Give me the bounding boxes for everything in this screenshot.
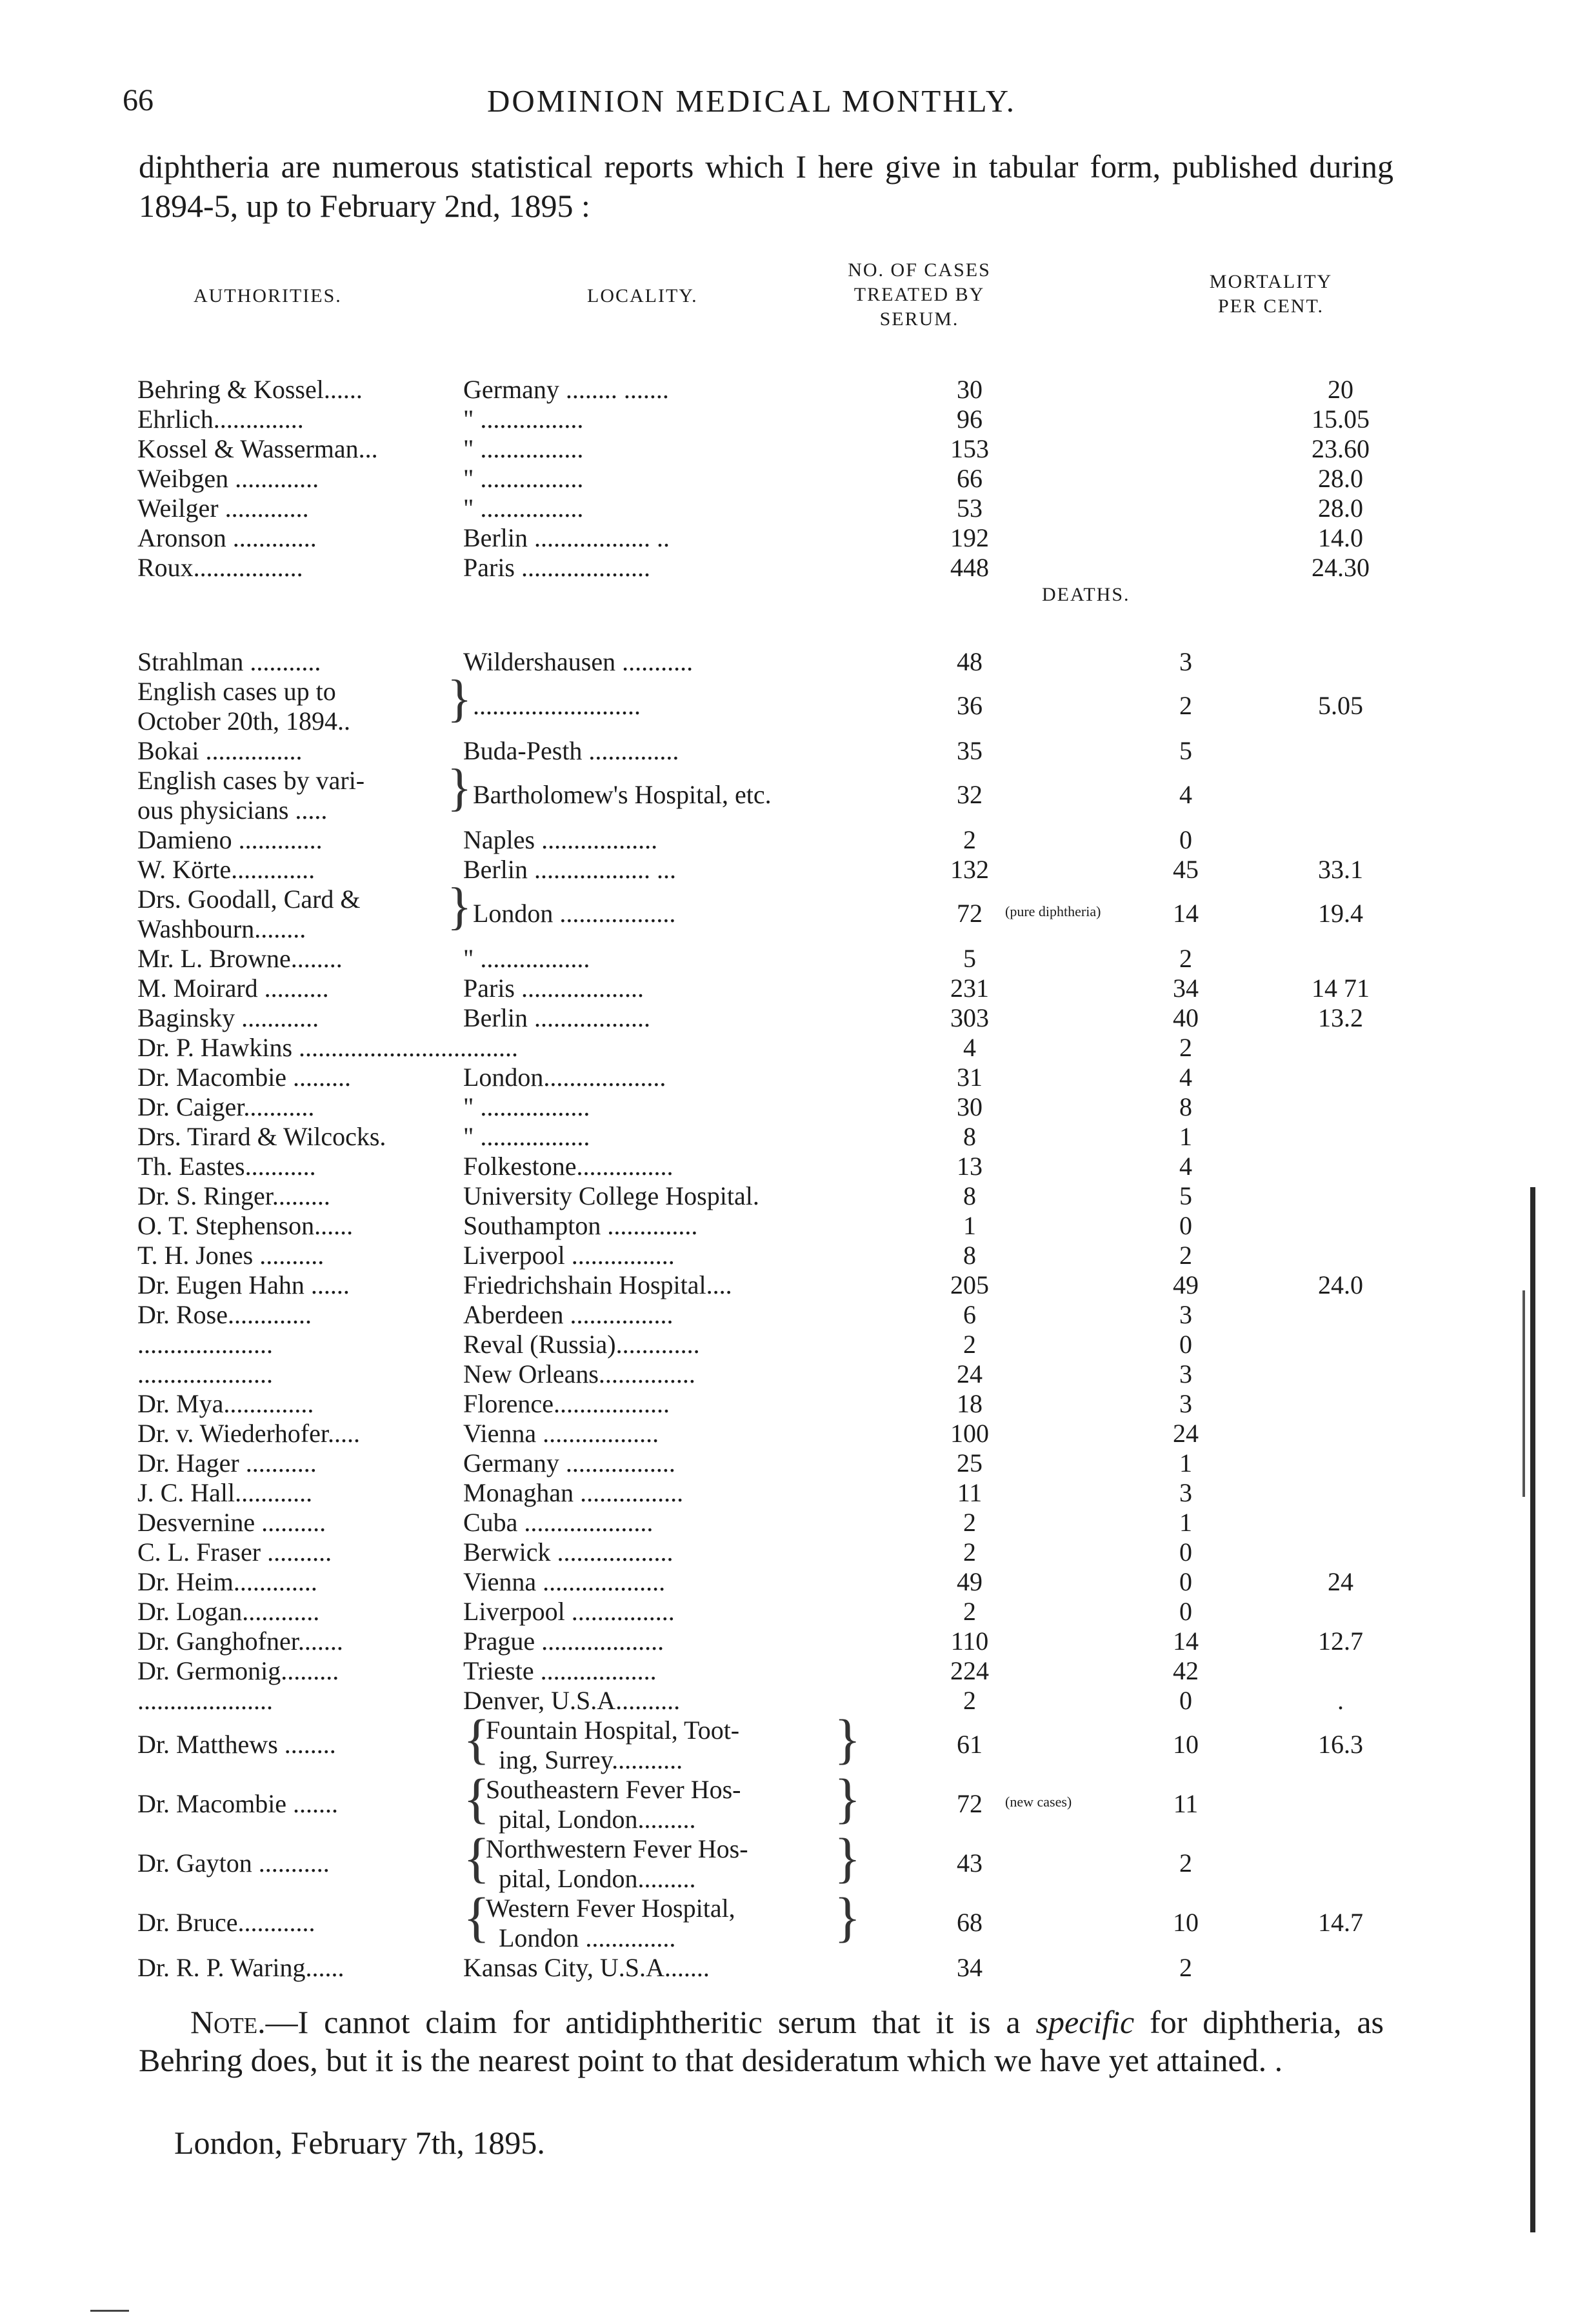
authority-cell: Desvernine .......... [137,1508,326,1537]
deaths-cell: 3 [1179,647,1192,676]
authority-cell-line2: ous physicians ..... [137,796,328,825]
note-text-a: I cannot claim for antidiphtheritic serum that it is a [297,2004,1036,2040]
locality-cell: Wildershausen ........... [463,647,694,676]
mortality-cell: 12.7 [1318,1627,1363,1656]
cases-cell: 61 [957,1730,983,1759]
deaths-cell: 4 [1179,1063,1192,1092]
cases-cell: 66 [957,464,983,493]
intro-paragraph [139,147,1393,226]
note-paragraph [139,2003,1384,2079]
brace-symbol: { [463,1827,490,1888]
cases-cell: 231 [950,974,989,1003]
locality-cell-line2: London .............. [499,1923,676,1952]
deaths-cell: 10 [1173,1730,1199,1759]
locality-cell: Germany ................. [463,1448,675,1478]
deaths-cell: 4 [1179,1152,1192,1181]
authority-cell: Aronson ............. [137,523,317,552]
deaths-cell: 40 [1173,1003,1199,1032]
deaths-cell: 0 [1179,1211,1192,1240]
locality-cell: Folkestone............... [463,1152,674,1181]
authority-cell: Dr. Rose............. [137,1300,312,1329]
cases-cell: 68 [957,1908,983,1937]
brace-symbol: } [447,878,472,935]
cases-cell: 224 [950,1656,989,1685]
intro-text: diphtheria are numerous statistical reports which I here give in tabular form, published during 1894-5, up to February 2nd, 1895 : [139,148,1393,224]
mortality-cell: 23.60 [1312,434,1370,463]
locality-cell: Berlin .................. .. [463,523,670,552]
authority-cell: Dr. Eugen Hahn ...... [137,1270,350,1299]
deaths-cell: 3 [1179,1359,1192,1388]
cases-cell: 6 [963,1300,976,1329]
deaths-cell: 1 [1179,1508,1192,1537]
authority-cell: Dr. Hager ........... [137,1448,317,1478]
locality-cell: New Orleans............... [463,1359,695,1388]
authority-cell: English cases by vari- [137,766,365,795]
mortality-cell: 16.3 [1318,1730,1363,1759]
locality-cell: Reval (Russia)............. [463,1330,700,1359]
locality-cell: " ................ [463,434,584,463]
cases-cell: 448 [950,553,989,582]
authority-cell: Baginsky ............ [137,1003,319,1032]
locality-cell: Florence.................. [463,1389,670,1418]
deaths-cell: 0 [1179,1538,1192,1567]
mortality-cell: 24.0 [1318,1270,1363,1299]
cases-cell: 132 [950,855,989,884]
cases-cell: 96 [957,405,983,434]
authority-cell-line2: October 20th, 1894.. [137,706,350,736]
authority-cell: O. T. Stephenson...... [137,1211,354,1240]
note-specific: specific [1035,2004,1135,2040]
authority-cell: Strahlman ........... [137,647,321,676]
deaths-cell: 49 [1173,1270,1199,1299]
authority-cell: Dr. Caiger........... [137,1092,315,1121]
mortality-cell: 33.1 [1318,855,1363,884]
locality-cell: London................... [463,1063,666,1092]
locality-cell: Buda-Pesth .............. [463,736,679,765]
cases-cell: 100 [950,1419,989,1448]
locality-cell: Southeastern Fever Hos- [486,1775,741,1804]
cases-cell: 30 [957,375,983,404]
mortality-cell: 28.0 [1318,464,1363,493]
cases-cell: 53 [957,494,983,523]
authority-cell: C. L. Fraser .......... [137,1538,332,1567]
cases-cell: 2 [963,1686,976,1715]
authority-cell: Dr. Ganghofner....... [137,1627,343,1656]
deaths-cell: 0 [1179,1330,1192,1359]
locality-cell: London .................. [473,899,676,928]
locality-cell: Trieste .................. [463,1656,657,1685]
deaths-cell: 2 [1179,1241,1192,1270]
locality-cell: Southampton .............. [463,1211,698,1240]
locality-cell-line2: pital, London......... [499,1805,696,1834]
cases-cell: 36 [957,691,983,720]
authority-cell: Dr. Heim............. [137,1567,317,1596]
deaths-cell: 34 [1173,974,1199,1003]
cases-cell: 2 [963,825,976,854]
locality-cell: " ................ [463,405,584,434]
locality-cell-line2: ing, Surrey........... [499,1745,683,1774]
col-header-authorities: AUTHORITIES. [194,285,342,306]
mortality-cell: 5.05 [1318,691,1363,720]
authority-cell: Drs. Tirard & Wilcocks. [137,1122,386,1151]
case-note: (new cases) [1005,1794,1072,1810]
locality-cell: " ................ [463,464,584,493]
cases-cell: 153 [950,434,989,463]
locality-cell: " ................. [463,944,590,973]
note-label: Note. [190,2004,266,2040]
deaths-cell: 3 [1179,1389,1192,1418]
cases-cell: 1 [963,1211,976,1240]
mortality-cell: 15.05 [1312,405,1370,434]
col-header-locality: LOCALITY. [587,285,698,306]
mortality-cell: 24.30 [1312,553,1370,582]
cases-cell: 2 [963,1538,976,1567]
locality-cell: Berlin .................. [463,1003,650,1032]
cases-cell: 18 [957,1389,983,1418]
locality-cell: Vienna .................. [463,1419,659,1448]
cases-cell: 34 [957,1953,983,1982]
authority-cell: ..................... [137,1686,273,1715]
locality-cell: " ................. [463,1122,590,1151]
case-note: (pure diphtheria) [1005,903,1101,919]
deaths-cell: 1 [1179,1122,1192,1151]
authority-cell: Dr. Germonig......... [137,1656,339,1685]
authority-cell: Dr. Logan............ [137,1597,320,1626]
cases-cell: 72 [957,1789,983,1818]
deaths-cell: 14 [1173,899,1199,928]
cases-cell: 205 [950,1270,989,1299]
deaths-cell: 2 [1179,1953,1192,1982]
authority-cell: English cases up to [137,677,336,706]
cases-cell: 25 [957,1448,983,1478]
locality-cell: Cuba .................... [463,1508,654,1537]
deaths-cell: 5 [1179,736,1192,765]
authority-cell: Dr. Mya.............. [137,1389,314,1418]
locality-cell: Vienna ................... [463,1567,666,1596]
cases-cell: 303 [950,1003,989,1032]
deaths-cell: 3 [1179,1478,1192,1507]
brace-symbol: } [834,1708,861,1770]
cases-cell: 2 [963,1330,976,1359]
authority-cell: Dr. Matthews ........ [137,1730,336,1759]
locality-cell: .......................... [473,691,641,720]
authority-cell: J. C. Hall............ [137,1478,313,1507]
authority-cell-line2: Washbourn........ [137,914,306,943]
cases-cell: 48 [957,647,983,676]
deaths-cell: 8 [1179,1092,1192,1121]
authority-cell: Damieno ............. [137,825,323,854]
locality-cell: Prague ................... [463,1627,664,1656]
col-header-mortality-line1: MORTALITY [1209,271,1333,292]
deaths-cell: 2 [1179,944,1192,973]
authority-cell: Bokai ............... [137,736,303,765]
authority-cell: Drs. Goodall, Card & [137,885,361,914]
authority-cell: Dr. Bruce............ [137,1908,315,1937]
deaths-cell: 5 [1179,1181,1192,1210]
col-header-cases-line2: TREATED BY [853,284,985,305]
authority-cell: Dr. P. Hawkins .................................. [137,1033,519,1062]
cases-cell: 49 [957,1567,983,1596]
scan-mark [90,2310,129,2312]
mortality-cell: 14.0 [1318,523,1363,552]
deaths-cell: 0 [1179,1686,1192,1715]
deaths-cell: 0 [1179,825,1192,854]
locality-cell: Naples .................. [463,825,658,854]
authority-cell: Mr. L. Browne........ [137,944,343,973]
cases-cell: 2 [963,1597,976,1626]
cases-cell: 30 [957,1092,983,1121]
binding-edge-shadow [1530,1187,1535,2232]
authority-cell: ..................... [137,1330,273,1359]
authority-cell: W. Körte............. [137,855,315,884]
brace-symbol: } [447,670,472,727]
brace-symbol: } [447,759,472,816]
deaths-cell: 24 [1173,1419,1199,1448]
mortality-cell: 20 [1328,375,1353,404]
authority-cell: Roux................. [137,553,303,582]
deaths-cell: 0 [1179,1597,1192,1626]
brace-symbol: } [834,1767,861,1829]
note-dash: — [265,2004,298,2040]
authority-cell: Dr. v. Wiederhofer..... [137,1419,360,1448]
locality-cell: " ................. [463,1092,590,1121]
brace-symbol: { [463,1886,490,1948]
col-header-mortality [1181,270,1361,319]
locality-cell: Berwick .................. [463,1538,674,1567]
cases-cell: 8 [963,1181,976,1210]
deaths-cell: 1 [1179,1448,1192,1478]
authority-cell: Weilger ............. [137,494,309,523]
locality-cell: Denver, U.S.A.......... [463,1686,681,1715]
cases-cell: 110 [950,1627,989,1656]
deaths-cell: 2 [1179,1848,1192,1878]
mortality-cell: 13.2 [1318,1003,1363,1032]
note-text-b: for diphtheria, as Behring does, but it is the nearest point to that desideratum which we have yet attained. . [139,2004,1384,2078]
brace-symbol: } [834,1827,861,1888]
signoff: London, February 7th, 1895. [174,2125,545,2161]
cases-cell: 8 [963,1241,976,1270]
deaths-cell: 42 [1173,1656,1199,1685]
locality-cell: Paris ................... [463,974,644,1003]
brace-symbol: } [834,1886,861,1948]
cases-cell: 24 [957,1359,983,1388]
locality-cell: University College Hospital. [463,1181,759,1210]
locality-cell: Aberdeen ................ [463,1300,674,1329]
locality-cell: Northwestern Fever Hos- [486,1834,748,1863]
deaths-cell: 10 [1173,1908,1199,1937]
authority-cell: Ehrlich.............. [137,405,304,434]
authority-cell: Dr. Macombie ....... [137,1789,339,1818]
locality-cell: " ................ [463,494,584,523]
locality-cell: Kansas City, U.S.A....... [463,1953,710,1982]
deaths-cell: 3 [1179,1300,1192,1329]
deaths-cell: 2 [1179,1033,1192,1062]
locality-cell: Bartholomew's Hospital, etc. [473,780,772,809]
journal-title: DOMINION MEDICAL MONTHLY. [486,83,1017,119]
mortality-cell: 14.7 [1318,1908,1363,1937]
col-header-cases-line1: NO. OF CASES [848,259,991,281]
cases-cell: 8 [963,1122,976,1151]
locality-cell: Fountain Hospital, Toot- [486,1716,740,1745]
col-header-deaths: DEATHS. [1042,584,1130,605]
brace-symbol: { [463,1708,490,1770]
authority-cell: Behring & Kossel...... [137,375,363,404]
mortality-cell: 28.0 [1318,494,1363,523]
cases-cell: 35 [957,736,983,765]
locality-cell: Berlin .................. ... [463,855,676,884]
authority-cell: Dr. Macombie ......... [137,1063,352,1092]
col-header-cases-line3: SERUM. [879,308,959,330]
authority-cell: T. H. Jones .......... [137,1241,324,1270]
mortality-cell: . [1337,1686,1344,1715]
brace-symbol: { [463,1767,490,1829]
cases-cell: 5 [963,944,976,973]
cases-cell: 72 [957,899,983,928]
locality-cell: Western Fever Hospital, [486,1894,735,1923]
deaths-cell: 45 [1173,855,1199,884]
authority-cell: Th. Eastes........... [137,1152,316,1181]
locality-cell: Friedrichshain Hospital.... [463,1270,732,1299]
cases-cell: 32 [957,780,983,809]
binding-edge-shadow-inner [1522,1290,1525,1497]
cases-cell: 31 [957,1063,983,1092]
page-number: 66 [123,83,154,117]
cases-cell: 192 [950,523,989,552]
cases-cell: 2 [963,1508,976,1537]
authority-cell: ..................... [137,1359,273,1388]
col-header-mortality-line2: PER CENT. [1217,296,1324,317]
mortality-cell: 19.4 [1318,899,1363,928]
running-header [123,83,1381,134]
deaths-cell: 0 [1179,1567,1192,1596]
cases-cell: 13 [957,1152,983,1181]
cases-cell: 4 [963,1033,976,1062]
authority-cell: Kossel & Wasserman... [137,434,378,463]
authority-cell: Dr. S. Ringer......... [137,1181,330,1210]
locality-cell-line2: pital, London......... [499,1864,696,1893]
mortality-cell: 14 71 [1312,974,1370,1003]
deaths-cell: 14 [1173,1627,1199,1656]
authority-cell: Dr. Gayton ........... [137,1848,330,1878]
cases-cell: 11 [957,1478,983,1507]
authority-cell: Dr. R. P. Waring...... [137,1953,344,1982]
locality-cell: Paris .................... [463,553,650,582]
locality-cell: Germany ........ ....... [463,375,669,404]
locality-cell: Monaghan ................ [463,1478,684,1507]
locality-cell: Liverpool ................ [463,1241,675,1270]
cases-cell: 43 [957,1848,983,1878]
col-header-cases [800,258,1039,332]
authority-cell: M. Moirard .......... [137,974,329,1003]
deaths-cell: 11 [1173,1789,1199,1818]
deaths-cell: 4 [1179,780,1192,809]
mortality-cell: 24 [1328,1567,1353,1596]
authority-cell: Weibgen ............. [137,464,319,493]
locality-cell: Liverpool ................ [463,1597,675,1626]
deaths-cell: 2 [1179,691,1192,720]
